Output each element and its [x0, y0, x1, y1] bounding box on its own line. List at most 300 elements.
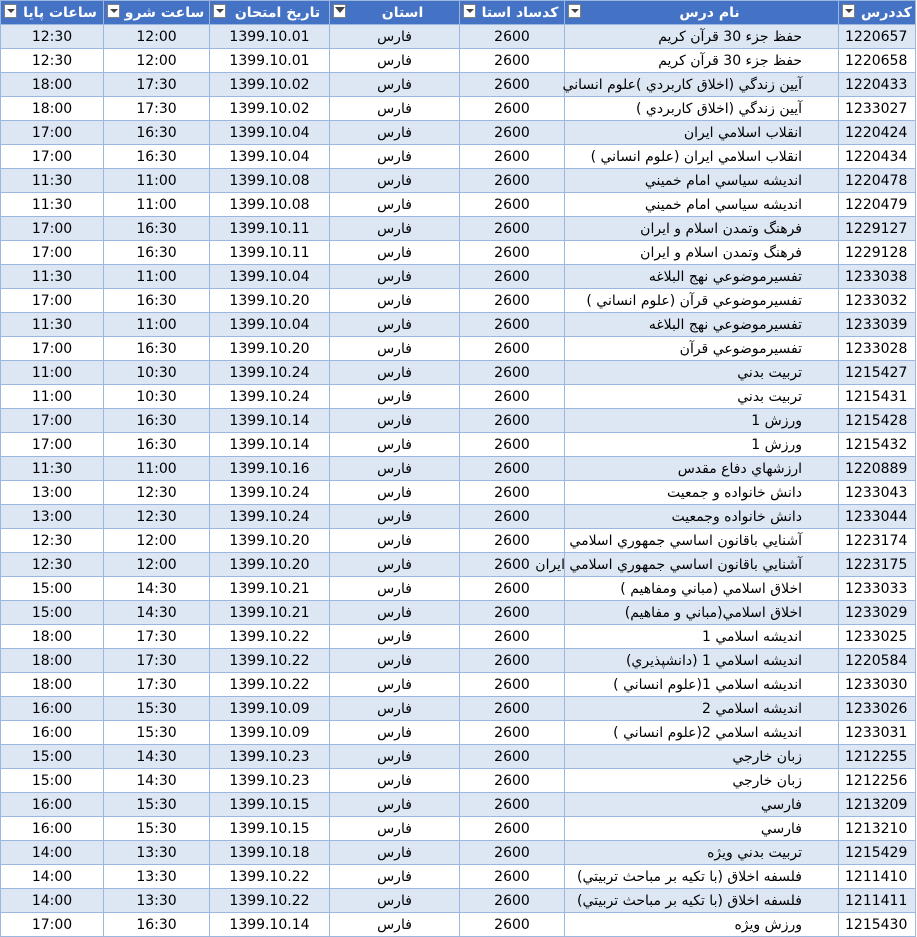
- cell-exam-date[interactable]: 1399.10.11: [210, 241, 330, 265]
- cell-start-time[interactable]: 16:30: [104, 145, 210, 169]
- filter-dropdown-icon[interactable]: [842, 4, 855, 18]
- cell-province[interactable]: فارس: [330, 649, 460, 673]
- cell-course-code[interactable]: 1212256: [839, 769, 916, 793]
- header-start-time[interactable]: [104, 1, 210, 25]
- cell-exam-date[interactable]: 1399.10.24: [210, 481, 330, 505]
- cell-end-time[interactable]: 12:30: [1, 25, 104, 49]
- cell-professor-code[interactable]: 2600: [460, 505, 565, 529]
- cell-exam-date[interactable]: 1399.10.18: [210, 841, 330, 865]
- cell-end-time[interactable]: 17:00: [1, 121, 104, 145]
- cell-exam-date[interactable]: 1399.10.22: [210, 889, 330, 913]
- cell-end-time[interactable]: 12:30: [1, 49, 104, 73]
- cell-start-time[interactable]: 12:00: [104, 49, 210, 73]
- cell-end-time[interactable]: 14:00: [1, 865, 104, 889]
- cell-professor-code[interactable]: 2600: [460, 793, 565, 817]
- cell-exam-date[interactable]: 1399.10.20: [210, 529, 330, 553]
- cell-professor-code[interactable]: 2600: [460, 529, 565, 553]
- cell-start-time[interactable]: 15:30: [104, 721, 210, 745]
- cell-exam-date[interactable]: 1399.10.08: [210, 193, 330, 217]
- cell-course-code[interactable]: 1233038: [839, 265, 916, 289]
- cell-course-name[interactable]: اخلاق اسلامي(مباني و مفاهيم): [565, 601, 839, 625]
- cell-start-time[interactable]: 16:30: [104, 217, 210, 241]
- cell-course-code[interactable]: 1213209: [839, 793, 916, 817]
- cell-province[interactable]: فارس: [330, 385, 460, 409]
- cell-course-name[interactable]: اخلاق اسلامي (مباني ومفاهيم ): [565, 577, 839, 601]
- cell-professor-code[interactable]: 2600: [460, 481, 565, 505]
- cell-course-code[interactable]: 1233044: [839, 505, 916, 529]
- cell-start-time[interactable]: 16:30: [104, 337, 210, 361]
- cell-course-code[interactable]: 1220433: [839, 73, 916, 97]
- cell-course-code[interactable]: 1223175: [839, 553, 916, 577]
- cell-province[interactable]: فارس: [330, 841, 460, 865]
- cell-course-name[interactable]: ارزشهاي دفاع مقدس: [565, 457, 839, 481]
- cell-course-name[interactable]: زبان خارجي: [565, 745, 839, 769]
- cell-start-time[interactable]: 12:00: [104, 529, 210, 553]
- cell-professor-code[interactable]: 2600: [460, 913, 565, 937]
- cell-exam-date[interactable]: 1399.10.01: [210, 25, 330, 49]
- cell-course-code[interactable]: 1220479: [839, 193, 916, 217]
- cell-course-name[interactable]: فلسفه اخلاق (با تكيه بر مباحث تربيتي): [565, 889, 839, 913]
- cell-end-time[interactable]: 16:00: [1, 817, 104, 841]
- cell-end-time[interactable]: 17:00: [1, 289, 104, 313]
- cell-course-name[interactable]: تربيت بدني: [565, 385, 839, 409]
- cell-exam-date[interactable]: 1399.10.21: [210, 601, 330, 625]
- cell-professor-code[interactable]: 2600: [460, 169, 565, 193]
- cell-course-code[interactable]: 1215430: [839, 913, 916, 937]
- cell-course-code[interactable]: 1215429: [839, 841, 916, 865]
- cell-end-time[interactable]: 12:30: [1, 529, 104, 553]
- cell-province[interactable]: فارس: [330, 433, 460, 457]
- table-row: [1, 457, 916, 481]
- cell-end-time[interactable]: 15:00: [1, 769, 104, 793]
- cell-start-time[interactable]: 16:30: [104, 409, 210, 433]
- cell-province[interactable]: فارس: [330, 361, 460, 385]
- cell-province[interactable]: فارس: [330, 601, 460, 625]
- cell-course-code[interactable]: 1229127: [839, 217, 916, 241]
- cell-course-name[interactable]: انقلاب اسلامي ايران: [565, 121, 839, 145]
- header-end-time[interactable]: [1, 1, 104, 25]
- cell-course-code[interactable]: 1223174: [839, 529, 916, 553]
- cell-professor-code[interactable]: 2600: [460, 817, 565, 841]
- cell-start-time[interactable]: 12:30: [104, 481, 210, 505]
- cell-exam-date[interactable]: 1399.10.04: [210, 265, 330, 289]
- cell-start-time[interactable]: 12:00: [104, 553, 210, 577]
- cell-province[interactable]: فارس: [330, 721, 460, 745]
- cell-province[interactable]: فارس: [330, 793, 460, 817]
- header-label: کددرس: [861, 4, 912, 21]
- cell-course-name[interactable]: فارسي: [565, 793, 839, 817]
- cell-course-code[interactable]: 1220584: [839, 649, 916, 673]
- cell-course-code[interactable]: 1220658: [839, 49, 916, 73]
- cell-course-name[interactable]: تفسيرموضوعي قرآن: [565, 337, 839, 361]
- cell-professor-code[interactable]: 2600: [460, 745, 565, 769]
- cell-course-name[interactable]: تفسيرموضوعي نهج البلاغه: [565, 265, 839, 289]
- cell-start-time[interactable]: 16:30: [104, 289, 210, 313]
- cell-course-code[interactable]: 1220424: [839, 121, 916, 145]
- cell-course-name[interactable]: زبان خارجي: [565, 769, 839, 793]
- cell-end-time[interactable]: 17:00: [1, 433, 104, 457]
- cell-course-code[interactable]: 1233032: [839, 289, 916, 313]
- cell-professor-code[interactable]: 2600: [460, 361, 565, 385]
- header-course-name[interactable]: [565, 1, 839, 25]
- cell-exam-date[interactable]: 1399.10.22: [210, 625, 330, 649]
- cell-exam-date[interactable]: 1399.10.22: [210, 673, 330, 697]
- cell-course-name[interactable]: دانش خانواده وجمعيت: [565, 505, 839, 529]
- cell-exam-date[interactable]: 1399.10.04: [210, 121, 330, 145]
- table-row: [1, 193, 916, 217]
- cell-province[interactable]: فارس: [330, 481, 460, 505]
- cell-exam-date[interactable]: 1399.10.23: [210, 769, 330, 793]
- cell-course-name[interactable]: انقلاب اسلامي ايران (علوم انساني ): [565, 145, 839, 169]
- table-body: [1, 25, 916, 937]
- cell-start-time[interactable]: 17:30: [104, 673, 210, 697]
- cell-course-code[interactable]: 1233025: [839, 625, 916, 649]
- cell-exam-date[interactable]: 1399.10.24: [210, 361, 330, 385]
- table-row: [1, 913, 916, 937]
- cell-professor-code[interactable]: 2600: [460, 433, 565, 457]
- cell-course-code[interactable]: 1229128: [839, 241, 916, 265]
- cell-province[interactable]: فارس: [330, 193, 460, 217]
- table-row: [1, 409, 916, 433]
- cell-end-time[interactable]: 15:00: [1, 601, 104, 625]
- cell-end-time[interactable]: 11:30: [1, 265, 104, 289]
- cell-start-time[interactable]: 13:30: [104, 889, 210, 913]
- cell-exam-date[interactable]: 1399.10.24: [210, 505, 330, 529]
- cell-professor-code[interactable]: 2600: [460, 193, 565, 217]
- cell-course-name[interactable]: حفظ جزء 30 قرآن كريم: [565, 25, 839, 49]
- cell-course-name[interactable]: انديشه سياسي امام خميني: [565, 193, 839, 217]
- table-row: [1, 433, 916, 457]
- cell-start-time[interactable]: 16:30: [104, 121, 210, 145]
- cell-start-time[interactable]: 11:00: [104, 313, 210, 337]
- cell-province[interactable]: فارس: [330, 577, 460, 601]
- cell-end-time[interactable]: 18:00: [1, 625, 104, 649]
- cell-exam-date[interactable]: 1399.10.14: [210, 433, 330, 457]
- cell-province[interactable]: فارس: [330, 169, 460, 193]
- cell-province[interactable]: فارس: [330, 241, 460, 265]
- cell-end-time[interactable]: 14:00: [1, 841, 104, 865]
- cell-end-time[interactable]: 11:00: [1, 361, 104, 385]
- cell-exam-date[interactable]: 1399.10.09: [210, 721, 330, 745]
- cell-exam-date[interactable]: 1399.10.09: [210, 697, 330, 721]
- cell-start-time[interactable]: 16:30: [104, 913, 210, 937]
- cell-end-time[interactable]: 18:00: [1, 97, 104, 121]
- table-row: [1, 169, 916, 193]
- cell-course-name[interactable]: فارسي: [565, 817, 839, 841]
- cell-professor-code[interactable]: 2600: [460, 97, 565, 121]
- header-exam-date[interactable]: [210, 1, 330, 25]
- cell-province[interactable]: فارس: [330, 409, 460, 433]
- cell-start-time[interactable]: 15:30: [104, 793, 210, 817]
- cell-course-name[interactable]: حفظ جزء 30 قرآن كريم: [565, 49, 839, 73]
- cell-end-time[interactable]: 16:00: [1, 697, 104, 721]
- cell-start-time[interactable]: 16:30: [104, 433, 210, 457]
- cell-professor-code[interactable]: 2600: [460, 385, 565, 409]
- header-label: نام درس: [679, 4, 740, 21]
- cell-province[interactable]: فارس: [330, 97, 460, 121]
- cell-end-time[interactable]: 11:30: [1, 193, 104, 217]
- filter-active-icon[interactable]: [333, 4, 346, 18]
- cell-province[interactable]: فارس: [330, 145, 460, 169]
- cell-end-time[interactable]: 18:00: [1, 649, 104, 673]
- cell-end-time[interactable]: 16:00: [1, 793, 104, 817]
- cell-exam-date[interactable]: 1399.10.01: [210, 49, 330, 73]
- cell-professor-code[interactable]: 2600: [460, 649, 565, 673]
- cell-end-time[interactable]: 16:00: [1, 721, 104, 745]
- cell-professor-code[interactable]: 2600: [460, 265, 565, 289]
- cell-course-name[interactable]: تفسيرموضوعي قرآن (علوم انساني ): [565, 289, 839, 313]
- cell-end-time[interactable]: 15:00: [1, 745, 104, 769]
- cell-province[interactable]: فارس: [330, 553, 460, 577]
- cell-course-name[interactable]: ورزش 1: [565, 409, 839, 433]
- cell-end-time[interactable]: 18:00: [1, 73, 104, 97]
- cell-province[interactable]: فارس: [330, 265, 460, 289]
- cell-professor-code[interactable]: 2600: [460, 889, 565, 913]
- cell-course-code[interactable]: 1233039: [839, 313, 916, 337]
- cell-province[interactable]: فارس: [330, 889, 460, 913]
- cell-end-time[interactable]: 17:00: [1, 217, 104, 241]
- cell-end-time[interactable]: 11:30: [1, 169, 104, 193]
- cell-course-code[interactable]: 1220657: [839, 25, 916, 49]
- cell-course-code[interactable]: 1233027: [839, 97, 916, 121]
- cell-exam-date[interactable]: 1399.10.20: [210, 553, 330, 577]
- cell-course-name[interactable]: آيين زندگي (اخلاق كاربردي ): [565, 97, 839, 121]
- cell-start-time[interactable]: 10:30: [104, 385, 210, 409]
- cell-end-time[interactable]: 17:00: [1, 145, 104, 169]
- cell-professor-code[interactable]: 2600: [460, 841, 565, 865]
- cell-professor-code[interactable]: 2600: [460, 49, 565, 73]
- cell-professor-code[interactable]: 2600: [460, 865, 565, 889]
- cell-province[interactable]: فارس: [330, 673, 460, 697]
- cell-course-name[interactable]: انديشه اسلامي 1 (دانشپذيري): [565, 649, 839, 673]
- filter-dropdown-icon[interactable]: [568, 4, 581, 18]
- cell-course-name[interactable]: فرهنگ وتمدن اسلام و ايران: [565, 241, 839, 265]
- cell-course-code[interactable]: 1233028: [839, 337, 916, 361]
- cell-province[interactable]: فارس: [330, 745, 460, 769]
- cell-province[interactable]: فارس: [330, 865, 460, 889]
- cell-course-name[interactable]: انديشه اسلامي 1(علوم انساني ): [565, 673, 839, 697]
- cell-province[interactable]: فارس: [330, 313, 460, 337]
- cell-exam-date[interactable]: 1399.10.14: [210, 409, 330, 433]
- cell-province[interactable]: فارس: [330, 457, 460, 481]
- cell-start-time[interactable]: 16:30: [104, 241, 210, 265]
- cell-course-code[interactable]: 1233026: [839, 697, 916, 721]
- cell-province[interactable]: فارس: [330, 529, 460, 553]
- cell-province[interactable]: فارس: [330, 817, 460, 841]
- cell-exam-date[interactable]: 1399.10.24: [210, 385, 330, 409]
- table-row: [1, 337, 916, 361]
- cell-course-name[interactable]: آيين زندگي (اخلاق كاربردي )علوم انساني: [565, 73, 839, 97]
- cell-exam-date[interactable]: 1399.10.08: [210, 169, 330, 193]
- cell-course-name[interactable]: فلسفه اخلاق (با تكيه بر مباحث تربيتي): [565, 865, 839, 889]
- cell-start-time[interactable]: 12:00: [104, 25, 210, 49]
- cell-course-name[interactable]: تربيت بدني: [565, 361, 839, 385]
- header-course-code[interactable]: [839, 1, 916, 25]
- table-row: [1, 49, 916, 73]
- cell-course-name[interactable]: فرهنگ وتمدن اسلام و ايران: [565, 217, 839, 241]
- cell-course-code[interactable]: 1212255: [839, 745, 916, 769]
- cell-province[interactable]: فارس: [330, 289, 460, 313]
- cell-exam-date[interactable]: 1399.10.16: [210, 457, 330, 481]
- cell-course-name[interactable]: انديشه اسلامي 2: [565, 697, 839, 721]
- cell-start-time[interactable]: 11:00: [104, 457, 210, 481]
- cell-professor-code[interactable]: 2600: [460, 241, 565, 265]
- cell-start-time[interactable]: 14:30: [104, 577, 210, 601]
- cell-end-time[interactable]: 18:00: [1, 673, 104, 697]
- cell-course-code[interactable]: 1215427: [839, 361, 916, 385]
- cell-start-time[interactable]: 13:30: [104, 841, 210, 865]
- cell-exam-date[interactable]: 1399.10.11: [210, 217, 330, 241]
- cell-course-name[interactable]: ورزش 1: [565, 433, 839, 457]
- cell-course-code[interactable]: 1233033: [839, 577, 916, 601]
- cell-exam-date[interactable]: 1399.10.02: [210, 73, 330, 97]
- cell-exam-date[interactable]: 1399.10.20: [210, 289, 330, 313]
- cell-professor-code[interactable]: 2600: [460, 313, 565, 337]
- cell-professor-code[interactable]: 2600: [460, 337, 565, 361]
- cell-end-time[interactable]: 11:30: [1, 457, 104, 481]
- cell-course-code[interactable]: 1233043: [839, 481, 916, 505]
- cell-end-time[interactable]: 17:00: [1, 337, 104, 361]
- cell-course-name[interactable]: تربيت بدني ويژه: [565, 841, 839, 865]
- cell-province[interactable]: فارس: [330, 697, 460, 721]
- cell-province[interactable]: فارس: [330, 217, 460, 241]
- cell-course-name[interactable]: انديشه سياسي امام خميني: [565, 169, 839, 193]
- cell-end-time[interactable]: 13:00: [1, 481, 104, 505]
- cell-course-name[interactable]: ورزش ويژه: [565, 913, 839, 937]
- cell-course-code[interactable]: 1220434: [839, 145, 916, 169]
- cell-end-time[interactable]: 17:00: [1, 913, 104, 937]
- cell-exam-date[interactable]: 1399.10.21: [210, 577, 330, 601]
- cell-course-code[interactable]: 1215431: [839, 385, 916, 409]
- cell-end-time[interactable]: 11:00: [1, 385, 104, 409]
- cell-exam-date[interactable]: 1399.10.23: [210, 745, 330, 769]
- cell-exam-date[interactable]: 1399.10.04: [210, 145, 330, 169]
- cell-end-time[interactable]: 17:00: [1, 241, 104, 265]
- cell-start-time[interactable]: 11:00: [104, 169, 210, 193]
- cell-province[interactable]: فارس: [330, 73, 460, 97]
- cell-professor-code[interactable]: 2600: [460, 769, 565, 793]
- cell-exam-date[interactable]: 1399.10.22: [210, 649, 330, 673]
- cell-course-code[interactable]: 1215432: [839, 433, 916, 457]
- cell-professor-code[interactable]: 2600: [460, 121, 565, 145]
- cell-start-time[interactable]: 17:30: [104, 73, 210, 97]
- cell-end-time[interactable]: 15:00: [1, 577, 104, 601]
- cell-start-time[interactable]: 17:30: [104, 97, 210, 121]
- cell-professor-code[interactable]: 2600: [460, 673, 565, 697]
- cell-end-time[interactable]: 13:00: [1, 505, 104, 529]
- cell-course-name[interactable]: انديشه اسلامي 2(علوم انساني ): [565, 721, 839, 745]
- filter-dropdown-icon[interactable]: [4, 4, 17, 18]
- cell-professor-code[interactable]: 2600: [460, 721, 565, 745]
- cell-start-time[interactable]: 13:30: [104, 865, 210, 889]
- cell-course-code[interactable]: 1211411: [839, 889, 916, 913]
- cell-start-time[interactable]: 14:30: [104, 745, 210, 769]
- cell-professor-code[interactable]: 2600: [460, 289, 565, 313]
- cell-province[interactable]: فارس: [330, 913, 460, 937]
- cell-province[interactable]: فارس: [330, 769, 460, 793]
- table-row: [1, 481, 916, 505]
- cell-province[interactable]: فارس: [330, 337, 460, 361]
- cell-start-time[interactable]: 15:30: [104, 817, 210, 841]
- cell-course-name[interactable]: تفسيرموضوعي نهج البلاغه: [565, 313, 839, 337]
- cell-exam-date[interactable]: 1399.10.22: [210, 865, 330, 889]
- table-row: [1, 289, 916, 313]
- filter-dropdown-icon[interactable]: [463, 4, 476, 18]
- cell-start-time[interactable]: 14:30: [104, 601, 210, 625]
- cell-course-name[interactable]: آشنايي باقانون اساسي جمهوري اسلامي: [565, 529, 839, 553]
- cell-professor-code[interactable]: 2600: [460, 145, 565, 169]
- cell-course-name[interactable]: انديشه اسلامي 1: [565, 625, 839, 649]
- cell-professor-code[interactable]: 2600: [460, 553, 565, 577]
- cell-course-code[interactable]: 1233031: [839, 721, 916, 745]
- cell-start-time[interactable]: 11:00: [104, 265, 210, 289]
- cell-province[interactable]: فارس: [330, 49, 460, 73]
- cell-start-time[interactable]: 11:00: [104, 193, 210, 217]
- cell-province[interactable]: فارس: [330, 25, 460, 49]
- table-row: [1, 625, 916, 649]
- cell-course-code[interactable]: 1213210: [839, 817, 916, 841]
- cell-province[interactable]: فارس: [330, 121, 460, 145]
- filter-dropdown-icon[interactable]: [213, 4, 226, 18]
- cell-professor-code[interactable]: 2600: [460, 625, 565, 649]
- cell-professor-code[interactable]: 2600: [460, 217, 565, 241]
- cell-exam-date[interactable]: 1399.10.14: [210, 913, 330, 937]
- cell-end-time[interactable]: 17:00: [1, 409, 104, 433]
- table-row: [1, 889, 916, 913]
- filter-dropdown-icon[interactable]: [107, 4, 120, 18]
- cell-professor-code[interactable]: 2600: [460, 457, 565, 481]
- cell-professor-code[interactable]: 2600: [460, 73, 565, 97]
- cell-course-code[interactable]: 1220889: [839, 457, 916, 481]
- header-professor-code[interactable]: [460, 1, 565, 25]
- cell-exam-date[interactable]: 1399.10.20: [210, 337, 330, 361]
- table-row: [1, 721, 916, 745]
- cell-exam-date[interactable]: 1399.10.02: [210, 97, 330, 121]
- cell-exam-date[interactable]: 1399.10.15: [210, 817, 330, 841]
- cell-start-time[interactable]: 17:30: [104, 649, 210, 673]
- table-row: [1, 241, 916, 265]
- cell-course-name[interactable]: دانش خانواده و جمعيت: [565, 481, 839, 505]
- cell-end-time[interactable]: 14:00: [1, 889, 104, 913]
- cell-exam-date[interactable]: 1399.10.04: [210, 313, 330, 337]
- cell-exam-date[interactable]: 1399.10.15: [210, 793, 330, 817]
- cell-professor-code[interactable]: 2600: [460, 577, 565, 601]
- cell-course-code[interactable]: 1233029: [839, 601, 916, 625]
- table-row: [1, 145, 916, 169]
- cell-course-code[interactable]: 1233030: [839, 673, 916, 697]
- table-row: [1, 121, 916, 145]
- cell-start-time[interactable]: 15:30: [104, 697, 210, 721]
- cell-province[interactable]: فارس: [330, 505, 460, 529]
- table-row: [1, 505, 916, 529]
- cell-end-time[interactable]: 12:30: [1, 553, 104, 577]
- cell-start-time[interactable]: 14:30: [104, 769, 210, 793]
- cell-professor-code[interactable]: 2600: [460, 697, 565, 721]
- cell-start-time[interactable]: 12:30: [104, 505, 210, 529]
- cell-start-time[interactable]: 10:30: [104, 361, 210, 385]
- cell-start-time[interactable]: 17:30: [104, 625, 210, 649]
- cell-professor-code[interactable]: 2600: [460, 601, 565, 625]
- cell-course-code[interactable]: 1220478: [839, 169, 916, 193]
- cell-course-code[interactable]: 1215428: [839, 409, 916, 433]
- header-province[interactable]: [330, 1, 460, 25]
- cell-province[interactable]: فارس: [330, 625, 460, 649]
- cell-professor-code[interactable]: 2600: [460, 25, 565, 49]
- cell-course-name[interactable]: آشنايي باقانون اساسي جمهوري اسلامي ايران: [565, 553, 839, 577]
- cell-end-time[interactable]: 11:30: [1, 313, 104, 337]
- cell-professor-code[interactable]: 2600: [460, 409, 565, 433]
- cell-course-code[interactable]: 1211410: [839, 865, 916, 889]
